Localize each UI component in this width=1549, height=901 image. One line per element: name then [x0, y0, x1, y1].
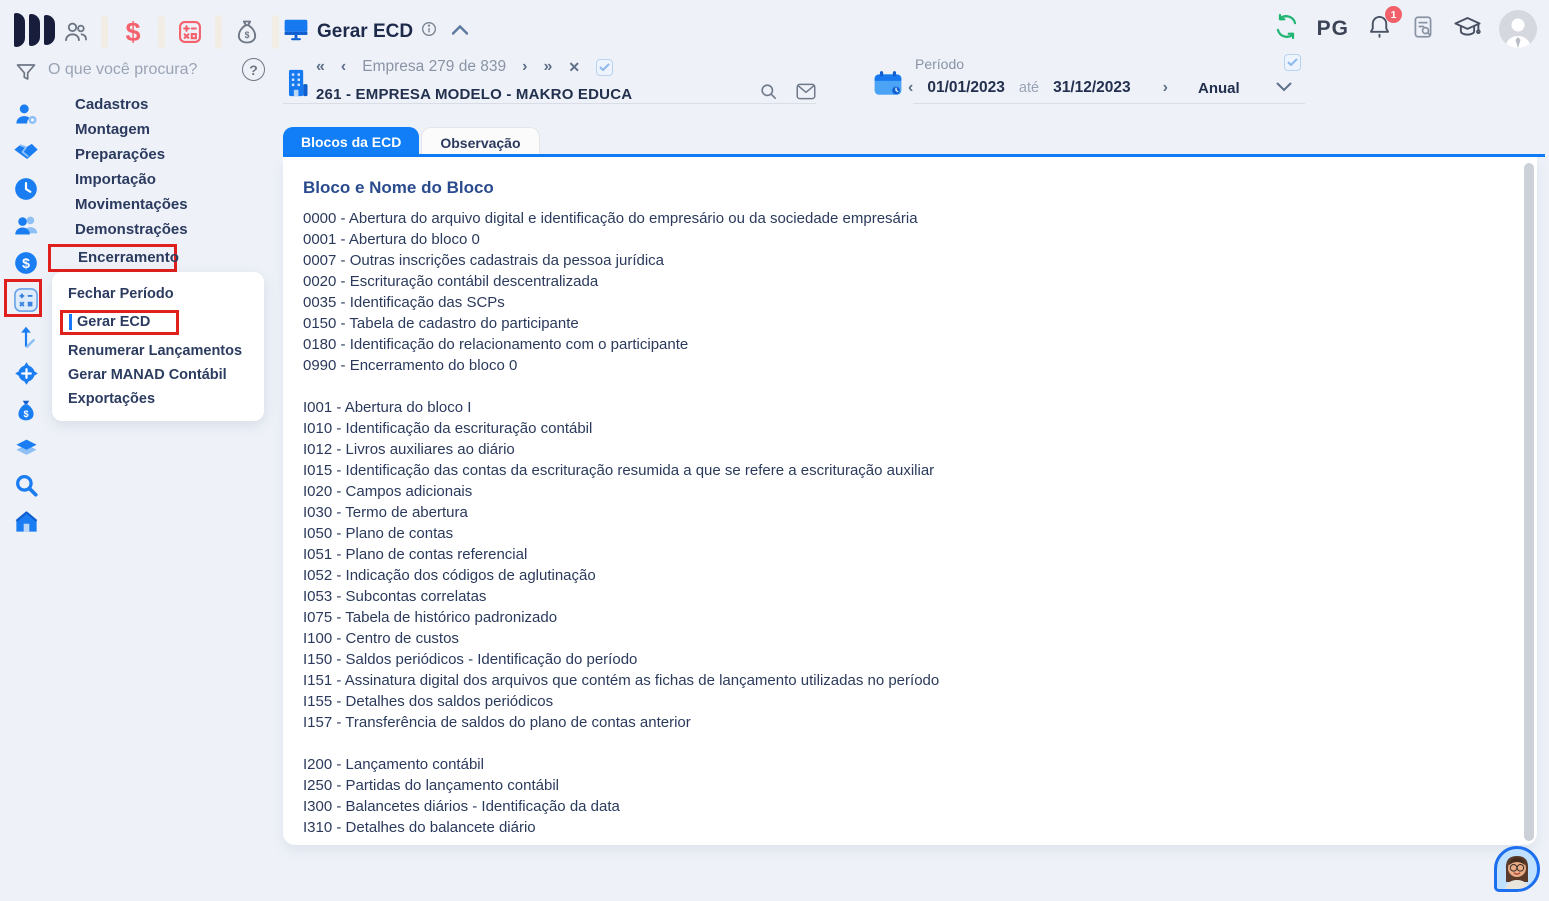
block-row: I010 - Identificação da escrituração contábil: [303, 420, 593, 437]
topbar-separator: [272, 15, 279, 49]
block-row: I012 - Livros auxiliares ao diário: [303, 441, 515, 458]
currency-dollar-icon[interactable]: $: [125, 16, 141, 47]
monitor-icon: [283, 16, 309, 47]
filter-icon[interactable]: [14, 60, 38, 89]
clear-company-button[interactable]: ✕: [568, 58, 581, 75]
block-row: I150 - Saldos periódicos - Identificação do período: [303, 651, 638, 668]
submenu-item-gerar-manad-contabil[interactable]: Gerar MANAD Contábil: [68, 367, 227, 383]
search-icon[interactable]: [9, 466, 43, 503]
content-heading: Bloco e Nome do Bloco: [303, 178, 494, 197]
period-end-date[interactable]: 31/12/2023: [1053, 79, 1131, 96]
sidebar-menu: [48, 92, 268, 272]
block-row: I100 - Centro de custos: [303, 630, 459, 647]
block-group: [303, 208, 1507, 376]
moneybag-icon[interactable]: [9, 392, 43, 429]
block-row: 0007 - Outras inscrições cadastrais da pessoa jurídica: [303, 252, 665, 269]
next-company-button[interactable]: ›: [522, 58, 528, 75]
submenu-highlight-box: [60, 310, 179, 335]
period-row: [908, 79, 1292, 97]
document-search-icon[interactable]: [1410, 14, 1436, 45]
svg-text:$: $: [22, 254, 30, 271]
company-underline: [283, 103, 816, 104]
collapse-chevron-icon[interactable]: [451, 23, 469, 41]
last-company-button[interactable]: »: [543, 58, 553, 75]
company-navigator: [316, 58, 613, 76]
dollar-circle-icon[interactable]: [9, 244, 43, 281]
block-row: I200 - Lançamento contábil: [303, 756, 484, 773]
sidebar-item-movimentacoes[interactable]: Movimentações: [75, 196, 188, 213]
block-list: [303, 208, 1507, 838]
import-arrow-icon[interactable]: [9, 318, 43, 355]
frequency-chevron-icon[interactable]: [1276, 79, 1292, 97]
users-icon[interactable]: [58, 14, 94, 50]
info-icon[interactable]: [421, 21, 437, 42]
company-name: 261 - EMPRESA MODELO - MAKRO EDUCA: [316, 85, 633, 103]
envelope-icon[interactable]: [796, 83, 816, 105]
block-row: I051 - Plano de contas referencial: [303, 546, 528, 563]
block-row: I020 - Campos adicionais: [303, 483, 473, 500]
block-group: [303, 397, 1507, 733]
topbar-right-icons: [1273, 10, 1537, 48]
block-row: I157 - Transferência de saldos do plano de contas anterior: [303, 714, 691, 731]
first-company-button[interactable]: «: [316, 58, 325, 75]
svg-text:$: $: [244, 30, 250, 41]
handshake-icon[interactable]: [9, 133, 43, 170]
sidebar-item-preparacoes[interactable]: Preparações: [75, 146, 166, 163]
sidebar-icon-rail: [9, 96, 43, 540]
gear-icon[interactable]: [9, 355, 43, 392]
submenu-item-gerar-ecd[interactable]: [52, 306, 264, 339]
block-row: 0001 - Abertura do bloco 0: [303, 231, 480, 248]
tab-bar: [283, 127, 540, 157]
block-group: [303, 754, 1507, 838]
sidebar-item-demonstracoes[interactable]: Demonstrações: [75, 221, 188, 238]
sidebar-item-encerramento[interactable]: Encerramento: [48, 244, 177, 272]
topbar-separator: [101, 15, 108, 49]
help-icon[interactable]: ?: [242, 58, 265, 81]
page-header: [283, 16, 469, 47]
period-label: Período: [915, 56, 965, 72]
tab-blocos-da-ecd[interactable]: Blocos da ECD: [283, 127, 419, 157]
submenu-item-label: Gerar ECD: [77, 314, 151, 330]
encerramento-submenu: [52, 272, 264, 421]
panel-scrollbar[interactable]: [1524, 163, 1534, 841]
block-row: I310 - Detalhes do balancete diário: [303, 819, 536, 836]
notifications-bell-icon[interactable]: [1366, 8, 1397, 45]
rail-highlight-box: [4, 279, 42, 317]
refresh-icon[interactable]: [1273, 13, 1300, 45]
block-row: I075 - Tabela de histórico padronizado: [303, 609, 558, 626]
block-row: 0150 - Tabela de cadastro do participante: [303, 315, 579, 332]
block-row: 0000 - Abertura do arquivo digital e identificação do empresário ou da sociedade empresária: [303, 210, 918, 227]
period-underline: [913, 103, 1305, 104]
period-frequency-select[interactable]: Anual: [1197, 79, 1240, 97]
content-panel: [283, 157, 1537, 845]
page-title: Gerar ECD: [317, 20, 414, 42]
layers-icon[interactable]: [9, 429, 43, 466]
company-checkbox[interactable]: [596, 59, 613, 76]
sidebar-item-cadastros[interactable]: Cadastros: [75, 96, 149, 113]
pg-label[interactable]: PG: [1316, 17, 1349, 40]
block-row: I250 - Partidas do lançamento contábil: [303, 777, 559, 794]
sidebar-item-montagem[interactable]: Montagem: [75, 121, 150, 138]
building-icon: [285, 68, 310, 103]
period-separator: até: [1018, 80, 1040, 96]
period-checkbox[interactable]: [1284, 54, 1301, 71]
block-row: I155 - Detalhes dos saldos periódicos: [303, 693, 554, 710]
home-icon[interactable]: [9, 503, 43, 540]
clock-icon[interactable]: [9, 170, 43, 207]
svg-text:$: $: [23, 408, 29, 419]
submenu-item-renumerar-lancamentos[interactable]: Renumerar Lançamentos: [68, 343, 243, 359]
app-logo: [14, 13, 55, 47]
user-avatar[interactable]: [1499, 10, 1537, 48]
topbar-separator: [215, 15, 222, 49]
sidebar-item-importacao[interactable]: Importação: [75, 171, 156, 188]
search-input[interactable]: O que você procura?: [48, 61, 198, 78]
submenu-item-fechar-periodo[interactable]: Fechar Período: [68, 286, 174, 302]
calendar-icon: [873, 70, 903, 102]
moneybag-icon[interactable]: [229, 14, 265, 50]
block-row: I015 - Identificação das contas da escrituração resumida a que se refere a escrituração auxiliar: [303, 462, 935, 479]
period-next-button[interactable]: ›: [1162, 79, 1168, 96]
block-row: 0035 - Identificação das SCPs: [303, 294, 505, 311]
calculator-icon[interactable]: [172, 14, 208, 50]
block-row: I151 - Assinatura digital dos arquivos que contém as fichas de lançamento utilizadas no período: [303, 672, 940, 689]
block-row: I030 - Termo de abertura: [303, 504, 468, 521]
block-row: 0180 - Identificação do relacionamento com o participante: [303, 336, 689, 353]
block-row: 0020 - Escrituração contábil descentralizada: [303, 273, 599, 290]
user-settings-icon[interactable]: [9, 96, 43, 133]
block-row: I052 - Indicação dos códigos de aglutinação: [303, 567, 596, 584]
notification-badge: 1: [1385, 6, 1402, 23]
users-icon[interactable]: [9, 207, 43, 244]
submenu-item-exportacoes[interactable]: Exportações: [68, 391, 156, 407]
block-row: 0990 - Encerramento do bloco 0: [303, 357, 518, 374]
block-row: I001 - Abertura do bloco I: [303, 399, 472, 416]
topbar-quick-icons: [58, 14, 286, 50]
support-chat-avatar[interactable]: [1494, 846, 1540, 892]
period-prev-button[interactable]: ‹: [908, 79, 914, 96]
graduation-cap-icon[interactable]: [1453, 12, 1482, 46]
text-cursor-indicator: [69, 314, 72, 330]
tab-observacao[interactable]: Observação: [421, 127, 539, 157]
block-row: I053 - Subcontas correlatas: [303, 588, 487, 605]
company-counter: Empresa 279 de 839: [362, 58, 507, 75]
prev-company-button[interactable]: ‹: [340, 58, 347, 75]
period-start-date[interactable]: 01/01/2023: [927, 79, 1005, 96]
block-row: I050 - Plano de contas: [303, 525, 454, 542]
block-row: I300 - Balancetes diários - Identificação da data: [303, 798, 620, 815]
topbar-separator: [158, 15, 165, 49]
